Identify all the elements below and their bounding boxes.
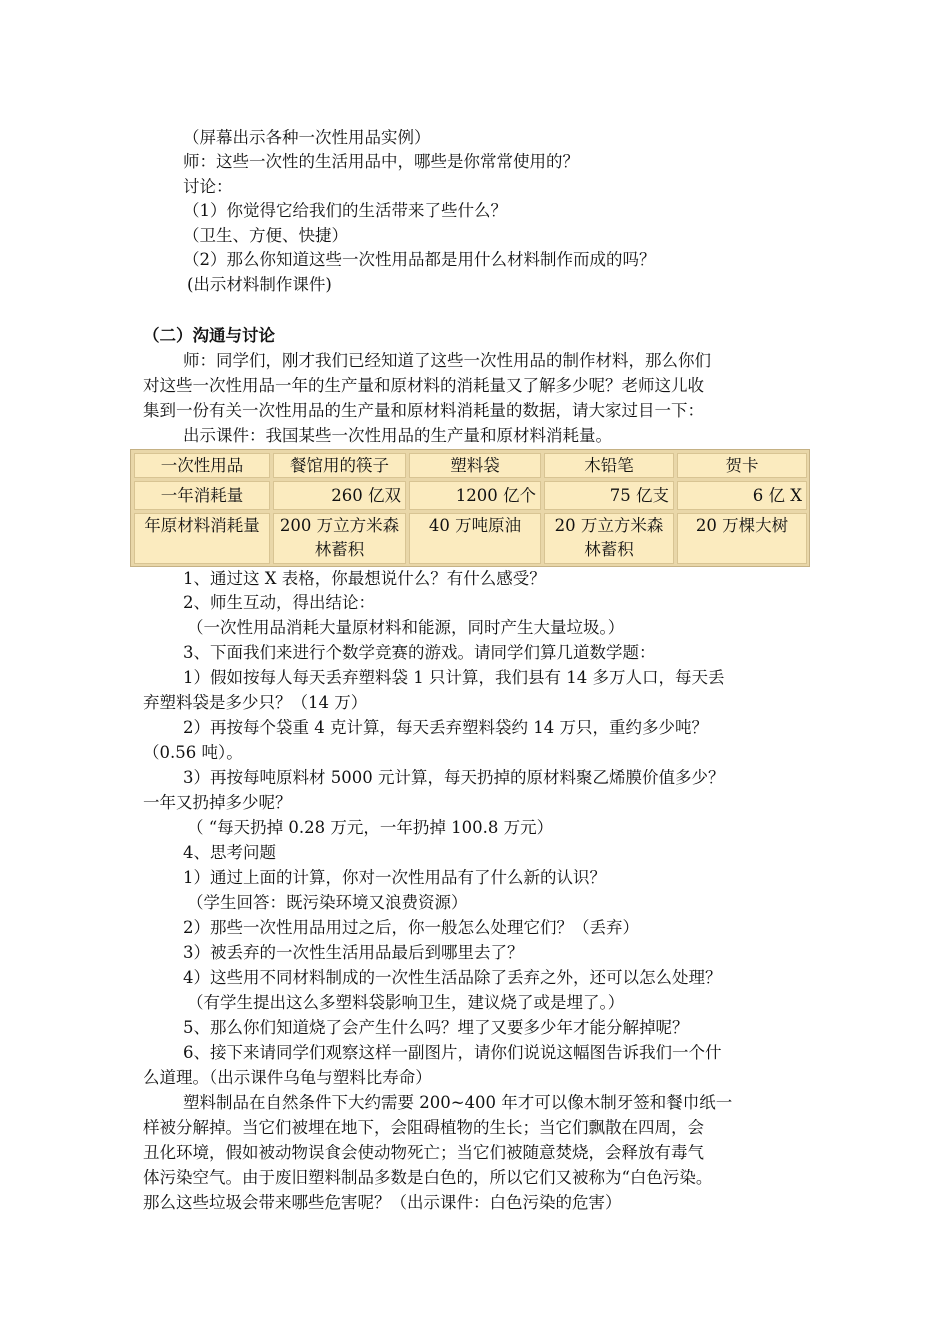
text-line: 集到一份有关一次性用品的生产量和原材料消耗量的数据，请大家过目一下：	[143, 401, 704, 420]
table-row-label: 一年消耗量	[134, 481, 270, 510]
text-line: （2）那么你知道这些一次性用品都是用什么材料制作而成的吗？	[183, 250, 656, 269]
text-line: 那么这些垃圾会带来哪些危害呢？（出示课件：白色污染的危害）	[143, 1193, 622, 1212]
text-line: 讨论：	[183, 177, 233, 196]
text-line: 2）再按每个袋重 4 克计算，每天丢弃塑料袋约 14 万只，重约多少吨？	[183, 718, 708, 737]
consumption-table	[130, 449, 810, 567]
text-line: 塑料制品在自然条件下大约需要 200~400 年才可以像木制牙签和餐巾纸一	[183, 1093, 733, 1112]
table-cell	[273, 513, 406, 564]
table-row-label: 年原材料消耗量	[134, 513, 270, 564]
table-cell: 6 亿 X	[677, 481, 807, 510]
section-heading: （二）沟通与讨论	[143, 326, 275, 345]
table-header-cell: 一次性用品	[134, 453, 270, 478]
text-line: 出示课件：我国某些一次性用品的生产量和原材料消耗量。	[183, 426, 612, 445]
text-line: 对这些一次性用品一年的生产量和原材料的消耗量又了解多少呢？老师这儿收	[143, 376, 704, 395]
table-header-cell: 贺卡	[677, 453, 807, 478]
text-line: 弃塑料袋是多少只？（14 万）	[143, 693, 368, 712]
text-line: 2、师生互动，得出结论：	[183, 593, 375, 612]
table-cell: 40 万吨原油	[409, 513, 541, 564]
text-line: (出示材料制作课件)	[187, 275, 332, 294]
text-line: （1）你觉得它给我们的生活带来了些什么？	[183, 201, 507, 220]
text-line: 1）假如按每人每天丢弃塑料袋 1 只计算，我们县有 14 多万人口，每天丢	[183, 668, 725, 687]
text-line: 3）被丢弃的一次性生活用品最后到哪里去了？	[183, 943, 524, 962]
table-header-cell: 餐馆用的筷子	[273, 453, 406, 478]
text-line: 4）这些用不同材料制成的一次性生活品除了丢弃之外，还可以怎么处理？	[183, 968, 722, 987]
text-line: 1）通过上面的计算，你对一次性用品有了什么新的认识？	[183, 868, 606, 887]
text-line: 么道理。（出示课件乌龟与塑料比寿命）	[143, 1068, 432, 1087]
text-line: 3）再按每吨原料材 5000 元计算，每天扔掉的原材料聚乙烯膜价值多少？	[183, 768, 725, 787]
table-cell: 1200 亿个	[409, 481, 541, 510]
text-line: 3、下面我们来进行个数学竞赛的游戏。请同学们算几道数学题：	[183, 643, 656, 662]
text-line: 师：同学们，刚才我们已经知道了这些一次性用品的制作材料，那么你们	[183, 351, 711, 370]
text-line: （有学生提出这么多塑料袋影响卫生，建议烧了或是埋了。）	[187, 993, 625, 1012]
text-line: 师：这些一次性的生活用品中，哪些是你常常使用的？	[183, 152, 579, 171]
text-line: 一年又扔掉多少呢？	[143, 793, 292, 812]
table-cell: 75 亿支	[544, 481, 674, 510]
table-cell-line: 林蓄积	[314, 540, 365, 559]
text-line: （学生回答：既污染环境又浪费资源）	[187, 893, 468, 912]
text-line: （卫生、方便、快捷）	[183, 226, 348, 245]
table-cell-line: 林蓄积	[584, 540, 634, 559]
text-line: 体污染空气。由于废旧塑料制品多数是白色的，所以它们又被称为“白色污染。	[143, 1168, 713, 1187]
table-cell: 20 万棵大树	[677, 513, 807, 564]
text-line: 4、思考问题	[183, 843, 276, 862]
table-header-cell: 木铅笔	[544, 453, 674, 478]
text-line: 2）那些一次性用品用过之后，你一般怎么处理它们？（丢弃）	[183, 918, 639, 937]
table-header-cell: 塑料袋	[409, 453, 541, 478]
text-line: 5、那么你们知道烧了会产生什么吗？埋了又要多少年才能分解掉呢？	[183, 1018, 689, 1037]
text-line: 6、接下来请同学们观察这样一副图片，请你们说说这幅图告诉我们一个什	[183, 1043, 722, 1062]
table-cell: 260 亿双	[273, 481, 406, 510]
text-line: 1、通过这 X 表格，你最想说什么？有什么感受？	[183, 569, 546, 588]
text-line: 样被分解掉。当它们被埋在地下，会阻碍植物的生长；当它们飘散在四周，会	[143, 1118, 704, 1137]
text-line: （0.56 吨）。	[143, 743, 243, 762]
text-line: （ “每天扔掉 0.28 万元，一年扔掉 100.8 万元）	[187, 818, 554, 837]
text-line: 丑化环境，假如被动物误食会使动物死亡；当它们被随意焚烧，会释放有毒气	[143, 1143, 704, 1162]
table-cell	[544, 513, 674, 564]
text-line: （一次性用品消耗大量原材料和能源，同时产生大量垃圾。）	[187, 618, 625, 637]
text-line: （屏幕出示各种一次性用品实例）	[183, 128, 431, 147]
table-cell-line: 200 万立方米森	[279, 516, 400, 535]
table-cell-line: 20 万立方米森	[554, 516, 664, 535]
